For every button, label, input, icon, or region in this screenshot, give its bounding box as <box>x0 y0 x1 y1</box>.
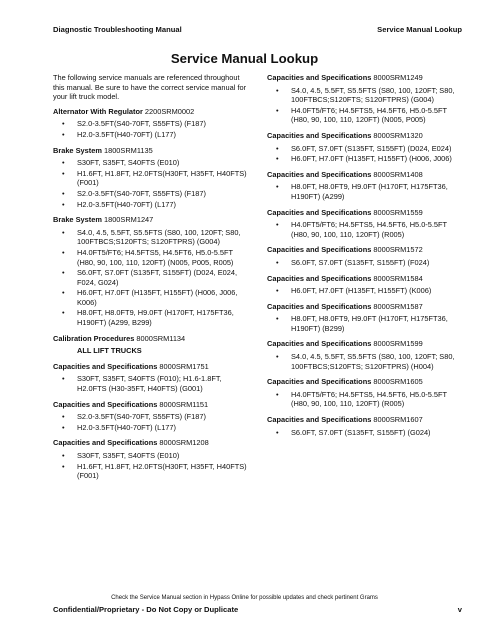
list-item-text: H6.0FT, H7.0FT (H135FT, H155FT) (K006) <box>291 286 432 296</box>
list-item-text: S6.0FT, S7.0FT (S135FT, S155FT) (D024, E024) <box>291 143 452 153</box>
section-name: Brake System <box>53 215 102 225</box>
section-name: Capacities and Specifications <box>267 73 372 82</box>
bullet-icon: • <box>62 129 65 139</box>
bullet-icon: • <box>62 158 65 168</box>
list-item <box>267 314 467 333</box>
list-item-text: H2.0-3.5FT(H40-70FT) (L177) <box>77 129 176 139</box>
manual-section <box>267 302 467 334</box>
section-code: 8000SRM1208 <box>159 438 209 448</box>
list-item <box>267 352 467 371</box>
list-item-text: S4.0, 4.5, 5.5FT, S5.5FTS (S80, 100, 120FT; S80, 100FTBCS;S120FTS; S120FTPRS) (G004) <box>291 85 455 105</box>
bullet-icon: • <box>62 422 65 432</box>
list-item-text: H8.0FT, H8.0FT9, H9.0FT (H170FT, H175FT36, H190FT) (B299) <box>291 314 448 333</box>
model-list <box>53 119 253 139</box>
bullet-icon: • <box>276 220 279 230</box>
section-code: 8000SRM1408 <box>373 169 423 179</box>
model-list <box>53 374 253 393</box>
section-title <box>267 377 467 387</box>
list-item-text: H1.6FT, H1.8FT, H2.0FTS(H30FT, H35FT, H40FTS) (F001) <box>77 168 247 188</box>
list-item <box>53 248 253 267</box>
list-item <box>53 228 253 247</box>
left-column <box>53 73 253 487</box>
manual-section <box>267 245 467 267</box>
section-code: 8000SRM1249 <box>373 73 423 82</box>
list-item <box>267 154 467 164</box>
section-name: Alternator With Regulator <box>53 106 143 116</box>
bullet-icon: • <box>276 85 279 95</box>
section-title <box>53 438 253 448</box>
manual-section <box>267 170 467 202</box>
section-title <box>267 415 467 425</box>
list-item <box>267 286 467 296</box>
list-item <box>53 268 253 287</box>
list-item-text: H4.0FT5/FT6; H4.5FTS5, H4.5FT6, H5.0-5.5FT (H80, 90, 100, 110, 120FT) (R005) <box>291 389 447 409</box>
section-name: Capacities and Specifications <box>267 339 372 349</box>
list-item-text: S2.0-3.5FT(S40-70FT, S55FTS) (F187) <box>77 412 206 422</box>
page-header <box>53 25 462 37</box>
bullet-icon: • <box>276 389 279 399</box>
model-list <box>267 390 467 409</box>
model-list <box>53 158 253 209</box>
bullet-icon: • <box>276 427 279 437</box>
list-item <box>53 119 253 129</box>
bullet-icon: • <box>62 227 65 237</box>
model-list <box>267 86 467 125</box>
list-item <box>53 423 253 433</box>
section-name: Capacities and Specifications <box>267 301 372 311</box>
model-list <box>53 228 253 328</box>
model-list <box>267 144 467 164</box>
list-item-text: H4.0FT5/FT6; H4.5FTS5, H4.5FT6, H5.0-5.5FT (H80, 90, 100, 110, 120FT) (R005) <box>291 220 447 239</box>
list-item-text: S30FT, S35FT, S40FTS (E010) <box>77 158 180 168</box>
section-name: Capacities and Specifications <box>267 169 372 179</box>
manual-section <box>267 339 467 371</box>
section-title <box>267 208 467 218</box>
section-title <box>267 339 467 349</box>
section-code: 2200SRM0002 <box>144 106 195 116</box>
list-item-text: H6.0FT, H7.0FT (H135FT, H155FT) (H006, J006, K006) <box>77 288 238 307</box>
section-title <box>267 170 467 180</box>
list-item-text: S6.0FT, S7.0FT (S135FT, S155FT) (G024) <box>291 427 431 437</box>
list-item <box>267 106 467 125</box>
bullet-icon: • <box>62 268 65 278</box>
list-item-text: H2.0-3.5FT(H40-70FT) (L177) <box>77 199 176 209</box>
manual-section <box>267 208 467 240</box>
list-item <box>53 308 253 327</box>
section-name: Capacities and Specifications <box>267 415 372 425</box>
footer-note: Check the Service Manual section in Hypass Online for possible updates and check pertinent Grams <box>111 595 378 601</box>
list-item-text: H8.0FT, H8.0FT9, H9.0FT (H170FT, H175FT36, H190FT) (A299) <box>291 182 448 201</box>
section-code: 8000SRM1320 <box>373 130 423 140</box>
list-item-text: H1.6FT, H1.8FT, H2.0FTS(H30FT, H35FT, H40FTS) (F001) <box>77 461 247 481</box>
section-title <box>267 302 467 312</box>
list-item <box>267 220 467 239</box>
section-code: 8000SRM1599 <box>373 339 423 349</box>
section-title <box>53 215 253 225</box>
bullet-icon: • <box>62 374 65 384</box>
manual-section <box>53 438 253 480</box>
bullet-icon: • <box>62 461 65 471</box>
list-item-text: S6.0FT, S7.0FT (S135FT, S155FT) (D024, E024, F024, G024) <box>77 268 238 287</box>
list-item <box>53 158 253 168</box>
section-code: 8000SRM1607 <box>373 415 423 425</box>
bullet-icon: • <box>62 199 65 209</box>
list-item <box>53 288 253 307</box>
section-name: Capacities and Specifications <box>267 377 372 387</box>
list-item <box>53 200 253 210</box>
list-item <box>53 169 253 188</box>
footer-left: Confidential/Proprietary - Do Not Copy or Duplicate <box>53 605 239 614</box>
bullet-icon: • <box>276 182 279 192</box>
section-name: Brake System <box>53 145 102 155</box>
list-item-text: S6.0FT, S7.0FT (S135FT, S155FT) (F024) <box>291 257 430 267</box>
bullet-icon: • <box>62 168 65 178</box>
section-code: 8000SRM1572 <box>373 245 423 255</box>
section-name: Capacities and Specifications <box>53 438 158 448</box>
manual-section <box>267 131 467 164</box>
section-name: Calibration Procedures <box>53 333 135 343</box>
model-list <box>267 428 467 438</box>
bullet-icon: • <box>276 105 279 115</box>
section-code: 8000SRM1559 <box>373 207 423 217</box>
section-code: 8000SRM1587 <box>373 301 423 311</box>
section-name: Capacities and Specifications <box>267 207 372 217</box>
model-list <box>267 220 467 239</box>
manual-section <box>267 274 467 296</box>
section-code: 8000SRM1134 <box>136 333 186 343</box>
header-left: Diagnostic Troubleshooting Manual <box>53 25 182 34</box>
section-code: 1800SRM1247 <box>103 215 154 225</box>
bullet-icon: • <box>62 288 65 298</box>
list-item-text: H4.0FT5/FT6; H4.5FTS5, H4.5FT6, H5.0-5.5FT (H80, 90, 100, 110, 120FT) (N005, P005, R005) <box>77 247 234 267</box>
model-list <box>53 412 253 432</box>
bullet-icon: • <box>276 352 279 362</box>
bullet-icon: • <box>62 308 65 318</box>
bullet-icon: • <box>62 451 65 460</box>
section-name: Capacities and Specifications <box>53 361 158 371</box>
section-title <box>267 245 467 255</box>
list-item <box>53 412 253 422</box>
list-item-text: H6.0FT, H7.0FT (H135FT, H155FT) (H006, J006) <box>291 154 452 164</box>
model-list <box>267 286 467 296</box>
section-code: 8000SRM1751 <box>159 361 209 371</box>
manual-section <box>53 362 253 394</box>
list-item-text: S30FT, S35FT, S40FTS (E010) <box>77 451 180 460</box>
bullet-icon: • <box>62 247 65 257</box>
model-list <box>267 258 467 268</box>
section-name: Capacities and Specifications <box>267 130 372 140</box>
section-code: 8000SRM1605 <box>373 377 423 387</box>
bullet-icon: • <box>276 154 279 164</box>
manual-section <box>53 215 253 328</box>
list-item <box>267 428 467 438</box>
model-list <box>267 352 467 371</box>
list-item <box>267 86 467 105</box>
header-right: Service Manual Lookup <box>377 25 462 34</box>
section-title <box>53 362 253 372</box>
bullet-icon: • <box>62 119 65 129</box>
manual-section <box>53 334 253 356</box>
right-column <box>267 73 467 443</box>
bullet-icon: • <box>276 286 279 296</box>
section-title <box>53 400 253 410</box>
manual-section <box>267 73 467 125</box>
bullet-icon: • <box>276 257 279 267</box>
manual-section <box>267 377 467 409</box>
section-title <box>53 107 253 117</box>
section-name: Capacities and Specifications <box>267 245 372 255</box>
intro-paragraph: The following service manuals are referenced throughout this manual. Be sure to have the correct service manual for your lift truck model. <box>53 73 247 102</box>
list-item-text: S4.0, 4.5, 5.5FT, S5.5FTS (S80, 100, 120FT; S80, 100FTBCS;S120FTS; S120FTPRS) (H004) <box>291 352 455 371</box>
model-list <box>53 451 253 481</box>
list-item <box>267 182 467 201</box>
list-item <box>267 258 467 268</box>
bullet-icon: • <box>62 412 65 422</box>
list-item-text: S2.0-3.5FT(S40-70FT, S55FTS) (F187) <box>77 188 206 198</box>
list-item <box>53 189 253 199</box>
manual-section <box>53 400 253 433</box>
bullet-icon: • <box>276 143 279 153</box>
list-item <box>53 451 253 461</box>
section-title <box>53 146 253 156</box>
list-item-text: S30FT, S35FT, S40FTS (F010); H1.6-1.8FT, H2.0FTS (H30-35FT, H40FTS) (G001) <box>77 374 222 394</box>
list-item <box>53 130 253 140</box>
list-item <box>53 462 253 481</box>
section-title <box>267 274 467 284</box>
section-code: 8000SRM1584 <box>373 273 423 283</box>
section-code: 1800SRM1135 <box>103 145 153 155</box>
manual-section <box>53 107 253 140</box>
section-title <box>267 131 467 141</box>
model-list <box>267 314 467 333</box>
model-list <box>267 182 467 201</box>
list-item <box>267 390 467 409</box>
section-title <box>267 73 467 83</box>
page-number: v <box>457 605 462 614</box>
bullet-icon: • <box>62 188 65 198</box>
list-item-text: H8.0FT, H8.0FT9, H9.0FT (H170FT, H175FT36, H190FT) (A299, B299) <box>77 308 234 328</box>
section-title <box>53 334 253 344</box>
section-name: Capacities and Specifications <box>53 399 158 409</box>
list-item <box>267 144 467 154</box>
page-title: Service Manual Lookup <box>170 51 319 66</box>
list-item-text: S2.0-3.5FT(S40-70FT, S55FTS) (F187) <box>77 119 206 129</box>
list-item <box>53 374 253 393</box>
section-code: 8000SRM1151 <box>159 399 209 409</box>
list-item-text: H2.0-3.5FT(H40-70FT) (L177) <box>77 422 176 432</box>
manual-section <box>53 146 253 210</box>
manual-section <box>267 415 467 437</box>
section-name: Capacities and Specifications <box>267 273 372 283</box>
list-item-text: H4.0FT5/FT6; H4.5FTS5, H4.5FT6, H5.0-5.5FT (H80, 90, 100, 110, 120FT) (N005, P005) <box>291 105 447 125</box>
bullet-icon: • <box>276 314 279 324</box>
list-item-text: S4.0, 4.5, 5.5FT, S5.5FTS (S80, 100, 120FT; S80, 100FTBCS;S120FTS; S120FTPRS) (G004) <box>77 227 241 247</box>
section-note: ALL LIFT TRUCKS <box>77 346 142 356</box>
